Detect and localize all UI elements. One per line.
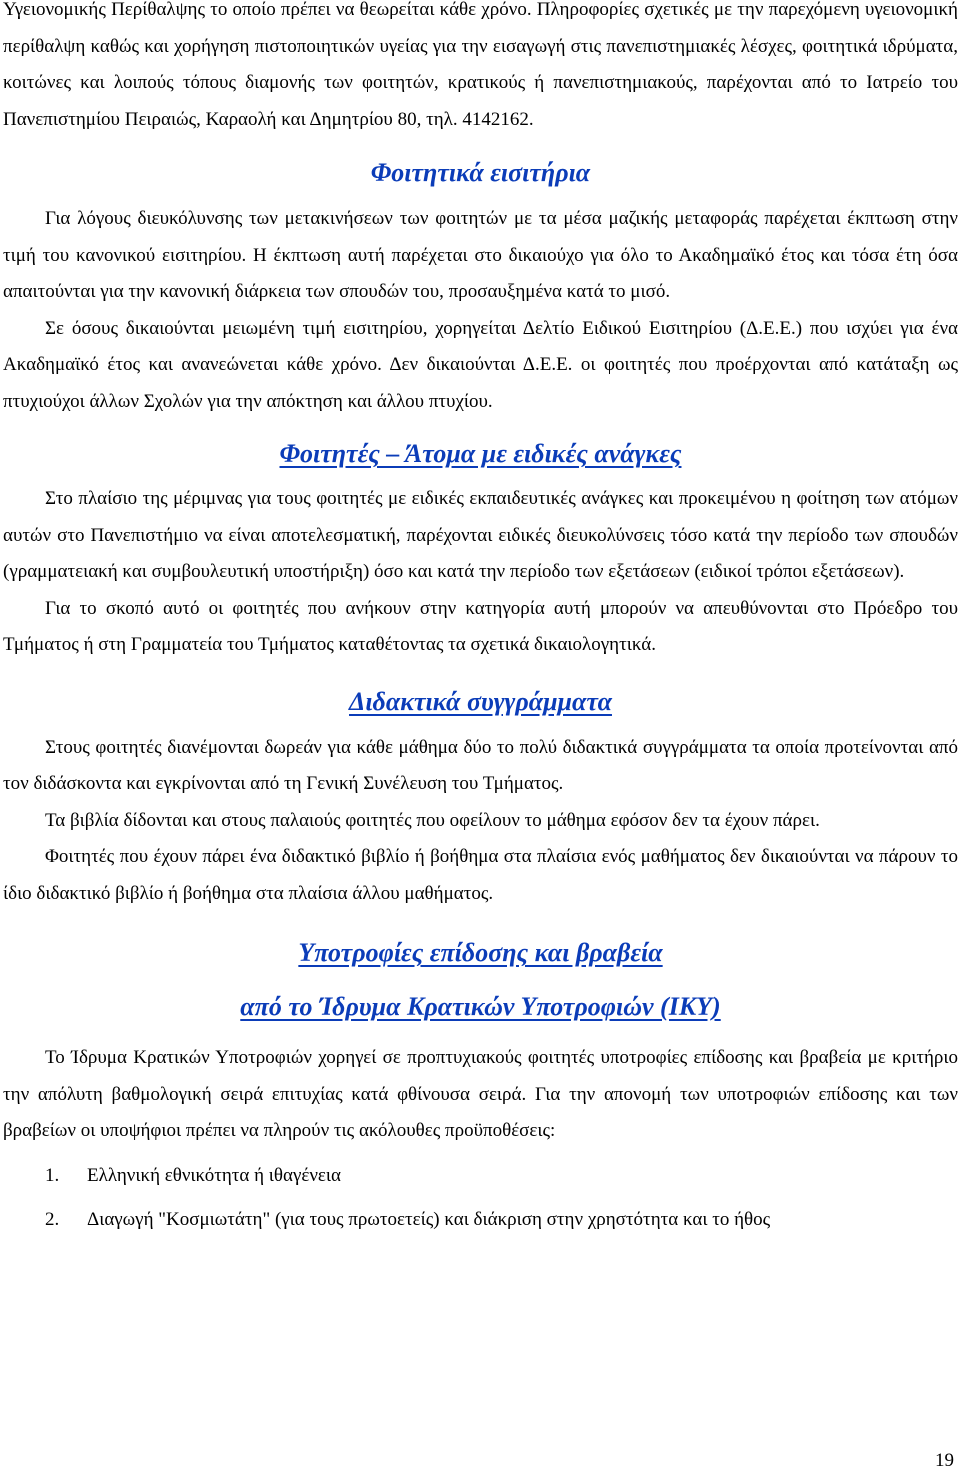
- special-needs-paragraph-2: Για το σκοπό αυτό οι φοιτητές που ανήκουν στην κατηγορία αυτή μπορούν να απευθύνονται στο Πρόεδρο του Τμήματος ή στη Γραμματεία του Τμήματος καταθέτοντας τα σχετικά δικαιολογητικά.: [3, 597, 958, 655]
- heading-scholarships: [3, 926, 958, 1034]
- heading-textbooks: Διδακτικά συγγράμματα: [349, 686, 612, 716]
- heading-scholarships-line-2: από το Ίδρυμα Κρατικών Υποτροφιών (ΙΚΥ): [240, 992, 721, 1021]
- textbooks-paragraph-3: Φοιτητές που έχουν πάρει ένα διδακτικό βιβλίο ή βοήθημα στα πλαίσια ενός μαθήματος δεν δικαιούνται να πάρουν το ίδιο διδακτικό βιβλίο ή βοήθημα στα πλαίσια άλλου μαθήματος.: [3, 846, 958, 904]
- list-item-number: 1.: [45, 1164, 60, 1186]
- list-item: [3, 1154, 958, 1198]
- heading-student-tickets: Φοιτητικά εισιτήρια: [370, 158, 591, 187]
- intro-paragraph: Υγειονομικής Περίθαλψης το οποίο πρέπει να θεωρείται κάθε χρόνο. Πληροφορίες σχετικές με την παρεχόμενη υγειονομική περίθαλψη καθώς και χορήγηση πιστοποιητικών υγείας για την εισαγωγή στις πανεπιστημιακές λέσχες, φοιτητικά ιδρύματα, κοιτώνες και λοιπούς τόπους διαμονής των φοιτητών, κρατικούς ή πανεπιστημιακούς, παρέχονται από το Ιατρείο του Πανεπιστημίου Πειραιώς, Καραολή και Δημητρίου 80, τηλ. 4142162.: [3, 0, 958, 130]
- heading-special-needs: Φοιτητές – Άτομα με ειδικές ανάγκες: [279, 439, 682, 468]
- heading-scholarships-line-1: Υποτροφίες επίδοσης και βραβεία: [298, 938, 663, 967]
- requirements-list: [3, 1154, 958, 1242]
- scholarships-paragraph: Το Ίδρυμα Κρατικών Υποτροφιών χορηγεί σε προπτυχιακούς φοιτητές υποτροφίες επίδοσης και βραβεία με κριτήριο την απόλυτη βαθμολογική σειρά επιτυχίας κατά φθίνουσα σειρά. Για την απονομή των υποτροφιών επίδοσης και των βραβείων οι υποψήφιοι πρέπει να πληρούν τις ακόλουθες προϋποθέσεις:: [3, 1047, 958, 1141]
- list-item-number: 2.: [45, 1208, 60, 1230]
- special-needs-paragraph-1: Στο πλαίσιο της μέριμνας για τους φοιτητές με ειδικές εκπαιδευτικές ανάγκες και προκειμένου η φοίτηση των ατόμων αυτών στο Πανεπιστήμιο να είναι αποτελεσματική, παρέχονται ειδικές διευκολύνσεις τόσο κατά την περίοδο των σπουδών (γραμματειακή και συμβουλευτική υποστήριξη) όσο και κατά την περίοδο των εξετάσεων (ειδικοί τρόποι εξετάσεων).: [3, 488, 958, 582]
- page-number: 19: [935, 1450, 954, 1471]
- list-item-text: Διαγωγή "Κοσμιωτάτη" (για τους πρωτοετείς) και διάκριση στην χρηστότητα και το ήθος: [87, 1208, 771, 1230]
- tickets-paragraph-2: Σε όσους δικαιούνται μειωμένη τιμή εισιτηρίου, χορηγείται Δελτίο Ειδικού Εισιτηρίου (Δ.Ε.Ε.) που ισχύει για ένα Ακαδημαϊκό έτος και ανανεώνεται κάθε χρόνο. Δεν δικαιούνται Δ.Ε.Ε. οι φοιτητές που προέρχονται από κατάταξη ως πτυχιούχοι άλλων Σχολών για την απόκτηση και άλλου πτυχίου.: [3, 317, 958, 412]
- tickets-paragraph-1: Για λόγους διευκόλυνσης των μετακινήσεων των φοιτητών με τα μέσα μαζικής μεταφοράς παρέχεται έκπτωση στην τιμή του κανονικού εισιτηρίου. Η έκπτωση αυτή παρέχεται στο δικαιούχο για όλο το Ακαδημαϊκό έτος και τόσα έτη όσα απαιτούνται για την κανονική διάρκεια των σπουδών του, προσαυξημένα κατά το μισό.: [3, 208, 958, 302]
- textbooks-paragraph-2: Τα βιβλία δίδονται και στους παλαιούς φοιτητές που οφείλουν το μάθημα εφόσον δεν τα έχουν πάρει.: [45, 809, 820, 831]
- list-item-text: Ελληνική εθνικότητα ή ιθαγένεια: [87, 1164, 341, 1186]
- textbooks-paragraph-1: Στους φοιτητές διανέμονται δωρεάν για κάθε μάθημα δύο το πολύ διδακτικά συγγράμματα τα οποία προτείνονται από τον διδάσκοντα και εγκρίνονται από τη Γενική Συνέλευση του Τμήματος.: [3, 736, 958, 794]
- document-page: [3, 0, 958, 1242]
- list-item: [3, 1198, 958, 1242]
